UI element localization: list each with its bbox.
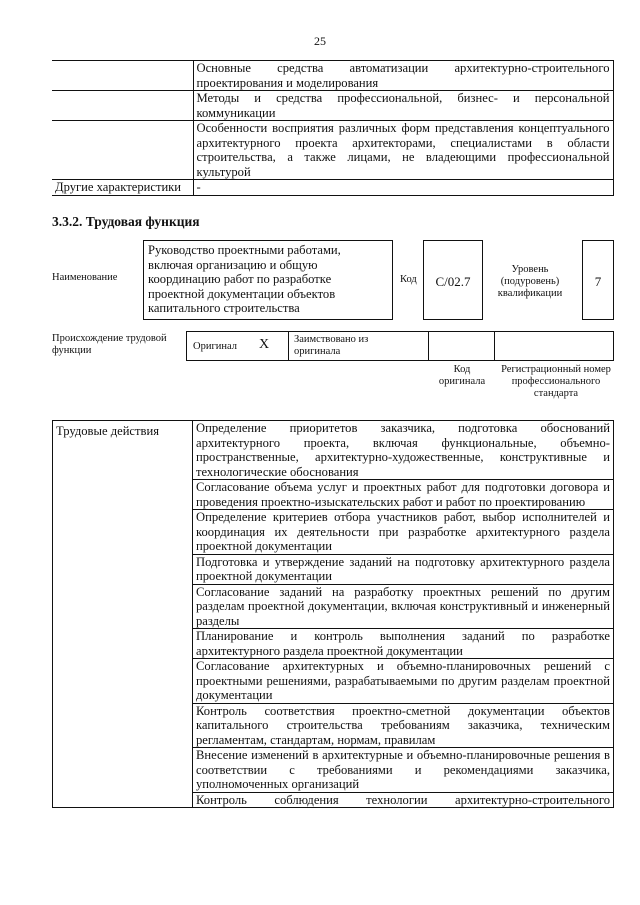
row-label — [52, 121, 193, 180]
divider — [428, 331, 429, 361]
list-item: Согласование архитектурных и объемно-планировочных решений с проектными решениями, разрабатываемыми по другим разделам проектной документации — [193, 659, 614, 704]
knowledge-table — [52, 60, 614, 196]
code-original-caption: Код оригинала — [438, 364, 486, 387]
table-row — [52, 91, 613, 121]
list-item: Планирование и контроль выполнения заданий по разработке архитектурного раздела проектной документации — [193, 629, 614, 659]
list-item: Подготовка и утверждение заданий на подготовку архитектурного раздела проектной документации — [193, 554, 614, 584]
other-characteristics-label: Другие характеристики — [52, 180, 193, 196]
divider — [494, 331, 495, 361]
function-name-box: Руководство проектными работами, включая организацию и общую координацию работ по разработке проектной документации объектов капитального строительства — [143, 240, 393, 320]
table-row — [53, 421, 614, 480]
list-item: Внесение изменений в архитектурные и объемно-планировочные решения в соответствии с требованиями и рекомендациями заказчика, уполномоченных организаций — [193, 748, 614, 793]
table-row — [52, 180, 613, 196]
table-row — [52, 121, 613, 180]
code-label: Код — [400, 274, 417, 285]
code-box: С/02.7 — [423, 240, 483, 320]
name-label: Наименование — [52, 272, 118, 283]
section-heading: 3.3.2. Трудовая функция — [52, 214, 200, 229]
list-item: Определение приоритетов заказчика, подготовка обоснований архитектурного проекта, включая функциональные, объемно-пространственные, архитектурно-художественные, конструктивные и технологические обоснования — [193, 421, 614, 480]
list-item: Контроль соответствия проектно-сметной документации объектов капитального строительства требованиям заказчика, техническим регламентам, стандартам, нормам, правилам — [193, 703, 614, 748]
labor-actions-table — [52, 420, 614, 808]
original-mark: X — [259, 337, 270, 352]
origin-label: Происхождение трудовой функции — [52, 333, 167, 356]
list-item: Определение критериев отбора участников работ, выбор исполнителей и координация их деятельности при разработке архитектурного раздела проектной документации — [193, 510, 614, 555]
row-text: Методы и средства профессиональной, бизнес- и персональной коммуникации — [193, 91, 613, 121]
original-label: Оригинал — [193, 341, 237, 352]
divider — [288, 331, 289, 361]
level-box: 7 — [582, 240, 614, 320]
other-characteristics-value: - — [193, 180, 613, 196]
borrowed-label: Заимствовано из оригинала — [294, 334, 369, 357]
page-number: 25 — [314, 34, 326, 48]
row-text: Основные средства автоматизации архитектурно-строительного проектирования и моделирования — [193, 61, 613, 91]
registration-caption: Регистрационный номер профессионального стандарта — [501, 364, 611, 399]
table-row — [52, 61, 613, 91]
list-item: Контроль соблюдения технологии архитектурно-строительного — [193, 792, 614, 808]
labor-actions-label: Трудовые действия — [53, 421, 193, 808]
row-label — [52, 61, 193, 91]
row-label — [52, 91, 193, 121]
row-text: Особенности восприятия различных форм представления концептуального архитектурного проекта архитекторами, специалистами в области строительства, а также лицами, не владеющими профессиональной культурой — [193, 121, 613, 180]
level-label: Уровень (подуровень) квалификации — [497, 264, 563, 299]
list-item: Согласование объема услуг и проектных работ для подготовки договора и проведения проектно-изыскательских работ и работ по проектированию — [193, 480, 614, 510]
list-item: Согласование заданий на разработку проектных решений по другим разделам проектной документации, включая конструктивный и инженерный разделы — [193, 584, 614, 629]
